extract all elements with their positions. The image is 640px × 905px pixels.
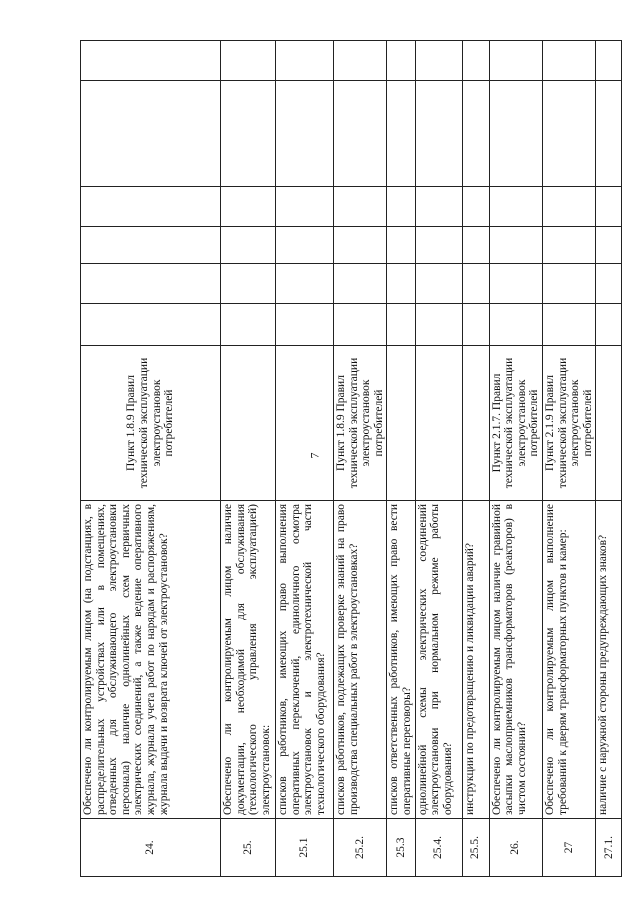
- answer-cell: [462, 187, 489, 227]
- table-row: [276, 41, 334, 877]
- table-row: [596, 41, 622, 877]
- answer-cell: [387, 304, 415, 346]
- answer-cell: [596, 81, 622, 187]
- question-text: Обеспечено ли контролируемым лицом наличие гравийной засыпки маслоприемников трансформаторов (реакторов) в чистом состоянии?: [489, 501, 542, 819]
- answer-cell: [415, 187, 462, 227]
- question-text: Обеспечено ли контролируемым лицом выполнение требований к дверям трансформаторных пунктов и камер:: [542, 501, 595, 819]
- row-number: 27.1.: [596, 819, 622, 877]
- answer-cell: [596, 264, 622, 304]
- norm-reference: [415, 346, 462, 501]
- question-text: однолинейной схемы электрических соединений электроустановки при нормальном режиме работы оборудования?: [415, 501, 462, 819]
- answer-cell: [276, 81, 334, 187]
- answer-cell: [489, 81, 542, 187]
- answer-cell: [542, 264, 595, 304]
- norm-reference: [221, 346, 276, 501]
- table-row: [542, 41, 595, 877]
- norm-reference: Пункт 2.1.7. Правил технической эксплуатации электроустановок потребителей: [489, 346, 542, 501]
- answer-cell: [221, 264, 276, 304]
- answer-cell: [81, 187, 221, 227]
- answer-cell: [542, 187, 595, 227]
- answer-cell: [276, 264, 334, 304]
- question-text: списков работников, имеющих право выполнения оперативных переключений, единоличного осмотра электроустановок и электротехнической части технологического оборудования?: [276, 501, 334, 819]
- answer-cell: [81, 41, 221, 81]
- answer-cell: [276, 41, 334, 81]
- table-row: [415, 41, 462, 877]
- table-row: [81, 41, 221, 877]
- answer-cell: [334, 187, 387, 227]
- answer-cell: [542, 41, 595, 81]
- answer-cell: [221, 304, 276, 346]
- answer-cell: [542, 227, 595, 264]
- norm-reference: [462, 346, 489, 501]
- question-text: списков ответственных работников, имеющих право вести оперативные переговоры?: [387, 501, 415, 819]
- answer-cell: [462, 41, 489, 81]
- answer-cell: [221, 227, 276, 264]
- answer-cell: [462, 264, 489, 304]
- answer-cell: [387, 187, 415, 227]
- question-text: наличие с наружной стороны предупреждающих знаков?: [596, 501, 622, 819]
- answer-cell: [387, 264, 415, 304]
- row-number: 25.2.: [334, 819, 387, 877]
- row-number: 25.1: [276, 819, 334, 877]
- question-text: инструкции по предотвращению и ликвидации аварий?: [462, 501, 489, 819]
- answer-cell: [415, 227, 462, 264]
- answer-cell: [489, 41, 542, 81]
- norm-reference: Пункт 1.8.9 Правил технической эксплуатации электроустановок потребителей: [81, 346, 221, 501]
- answer-cell: [81, 304, 221, 346]
- norm-reference: Пункт 2.1.9 Правил технической эксплуатации электроустановок потребителей: [542, 346, 595, 501]
- answer-cell: [81, 227, 221, 264]
- question-text: списков работников, подлежащих проверке знаний на право производства специальных работ в электроустановках?: [334, 501, 387, 819]
- answer-cell: [387, 81, 415, 187]
- table-row: [221, 41, 276, 877]
- answer-cell: [415, 41, 462, 81]
- answer-cell: [596, 227, 622, 264]
- answer-cell: [489, 187, 542, 227]
- answer-cell: [489, 227, 542, 264]
- answer-cell: [542, 81, 595, 187]
- answer-cell: [334, 81, 387, 187]
- table-row: [334, 41, 387, 877]
- answer-cell: [334, 41, 387, 81]
- checklist-table: [80, 40, 622, 877]
- answer-cell: [221, 81, 276, 187]
- answer-cell: [462, 304, 489, 346]
- row-number: 24.: [81, 819, 221, 877]
- answer-cell: [542, 304, 595, 346]
- answer-cell: [387, 41, 415, 81]
- norm-reference: Пункт 1.8.9 Правил технической эксплуатации электроустановок потребителей: [334, 346, 387, 501]
- answer-cell: [276, 187, 334, 227]
- norm-reference: [387, 346, 415, 501]
- norm-reference: [596, 346, 622, 501]
- row-number: 26.: [489, 819, 542, 877]
- answer-cell: [387, 227, 415, 264]
- answer-cell: [415, 264, 462, 304]
- norm-reference: [276, 346, 334, 501]
- answer-cell: [276, 304, 334, 346]
- question-text: Обеспечено ли контролируемым лицом (на подстанциях, в распределительных устройствах или в помещениях, отведенных для обслуживающего электроустановки персонала) наличие однолинейных схем первичных электрических соединений, а также ведение оперативного журнала, журнала учета работ по нарядам и распоряжениям, журнала выдачи и возврата ключей от электроустановок?: [81, 501, 221, 819]
- answer-cell: [596, 187, 622, 227]
- question-text: Обеспечено ли контролируемым лицом наличие документации, необходимой для обслуживания (технологического управления эксплуатацией) электроустановок:: [221, 501, 276, 819]
- answer-cell: [489, 304, 542, 346]
- table-row: [489, 41, 542, 877]
- answer-cell: [415, 81, 462, 187]
- row-number: 25.5.: [462, 819, 489, 877]
- answer-cell: [462, 81, 489, 187]
- answer-cell: [415, 304, 462, 346]
- table-row: [387, 41, 415, 877]
- row-number: 27: [542, 819, 595, 877]
- answer-cell: [596, 304, 622, 346]
- answer-cell: [334, 227, 387, 264]
- row-number: 25.4.: [415, 819, 462, 877]
- answer-cell: [81, 81, 221, 187]
- answer-cell: [596, 41, 622, 81]
- answer-cell: [221, 187, 276, 227]
- table-row: [462, 41, 489, 877]
- answer-cell: [334, 304, 387, 346]
- answer-cell: [81, 264, 221, 304]
- answer-cell: [334, 264, 387, 304]
- page-number: 7: [307, 452, 322, 459]
- checklist-table-rotated: [80, 41, 615, 877]
- row-number: 25.: [221, 819, 276, 877]
- answer-cell: [489, 264, 542, 304]
- row-number: 25.3: [387, 819, 415, 877]
- answer-cell: [221, 41, 276, 81]
- answer-cell: [276, 227, 334, 264]
- answer-cell: [462, 227, 489, 264]
